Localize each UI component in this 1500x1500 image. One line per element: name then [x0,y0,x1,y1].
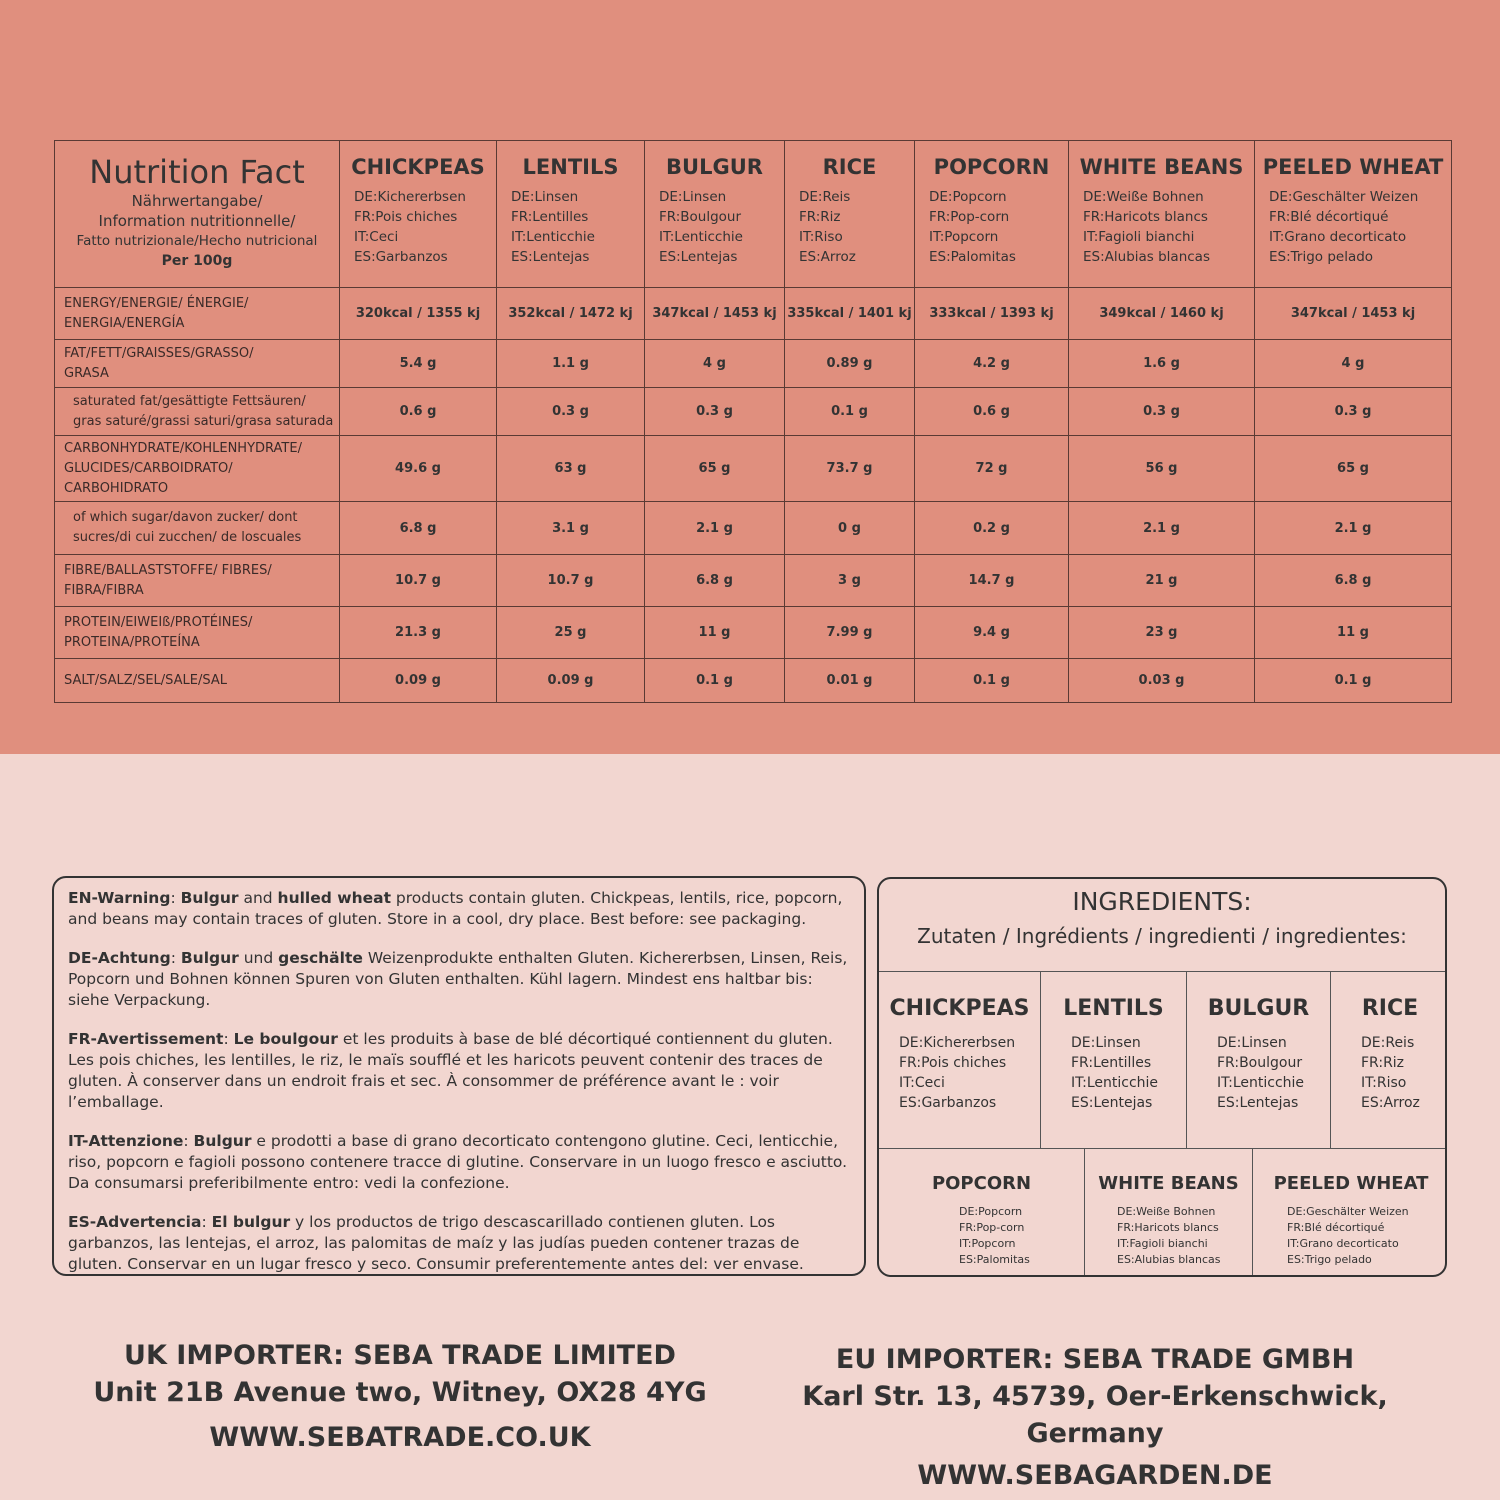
product-translation: DE:Reis [799,189,851,205]
product-translation: ES:Trigo pelado [1269,249,1374,265]
warning-text: Weizenprodukte enthalten Gluten. Kichererbsen, Linsen, Reis, Popcorn und Bohnen können Spuren von Gluten enthalten. Kühl lagern. Mindest ens haltbar bis: siehe Verpackung. [68,949,848,1009]
product-header [497,141,645,288]
nutrient-value: 0.1 g [785,388,915,436]
uk-importer-name: UK IMPORTER: SEBA TRADE LIMITED [124,1340,676,1371]
ingredient-translation: DE:Linsen [1217,1035,1287,1051]
table-header-row [55,141,1452,288]
nutrient-value: 0.1 g [915,659,1069,703]
ingredient-translation: FR:Boulgour [1217,1055,1303,1071]
nutrient-label: FAT/FETT/GRAISSES/GRASSO/ GRASA [55,340,340,388]
ingredient-cell [1187,972,1331,1148]
product-translation: FR:Pois chiches [354,209,458,225]
product-translation: FR:Blé décortiqué [1269,209,1389,225]
per-100g: Per 100g [161,253,233,269]
warning-bold-text: ES-Advertencia [68,1213,202,1231]
warning-box [52,876,866,1276]
ingredient-translation: FR:Haricots blancs [1117,1221,1219,1234]
nutrient-value: 49.6 g [340,436,497,502]
nutrition-table [54,140,1452,703]
nutrient-value: 0.3 g [497,388,645,436]
product-translation: ES:Lentejas [659,249,738,265]
nutrient-value: 11 g [645,607,785,659]
ingredient-translation: DE:Reis [1361,1035,1415,1051]
nutrient-value: 14.7 g [915,555,1069,607]
nutrient-value: 1.6 g [1069,340,1255,388]
ingredient-name: CHICKPEAS [889,996,1030,1021]
ingredient-name: POPCORN [931,1173,1032,1194]
ingredient-translation: IT:Riso [1361,1075,1407,1091]
warning-text: : [170,889,181,907]
ingredient-cell [1085,1149,1253,1277]
table-row [55,340,1452,388]
ingredient-translation: FR:Blé décortiqué [1287,1221,1385,1234]
warning-text: e prodotti a base di grano decorticato contengono glutine. Ceci, lenticchie, riso, popcorn e fagioli possono contenere tracce di glutine. Conservare in un luogo fresco e asciutto. Da consumarsi preferibilmente entro: vedi la confezione. [68,1132,848,1192]
warning-text: et les produits à base de blé décortiqué contiennent du gluten. Les pois chiches, les lentilles, le riz, le maïs soufflé et les haricots peuvent contenir des traces de gluten. À conserver dans un endroit frais et sec. À consommer de préférence avant le : voir l’emballage. [68,1030,833,1111]
nutrient-value: 1.1 g [497,340,645,388]
nutrition-title: Nutrition Fact [89,153,305,191]
ingredient-translation: ES:Trigo pelado [1287,1253,1372,1266]
ingredient-translations [879,1033,1040,1113]
product-header [340,141,497,288]
nutrient-value: 335kcal / 1401 kj [785,288,915,340]
product-translation: FR:Riz [799,209,841,225]
nutrition-subtitle: Fatto nutrizionale/Hecho nutricional [76,233,318,249]
nutrient-value: 0.2 g [915,502,1069,555]
nutrient-value: 352kcal / 1472 kj [497,288,645,340]
nutrient-label: CARBONHYDRATE/KOHLENHYDRATE/ GLUCIDES/CARBOIDRATO/ CARBOHIDRATO [55,436,340,502]
product-translation: ES:Garbanzos [354,249,448,265]
nutrition-subtitle: Nährwertangabe/ [131,192,263,210]
product-translation: DE:Popcorn [929,189,1007,205]
eu-importer-name: EU IMPORTER: SEBA TRADE GMBH [835,1344,1355,1375]
eu-importer [745,1341,1445,1494]
ingredient-translation: FR:Pop-corn [959,1221,1025,1234]
warning-text: : [183,1132,194,1150]
nutrient-value: 21.3 g [340,607,497,659]
warning-text: : [201,1213,212,1231]
nutrient-value: 0.3 g [1255,388,1452,436]
nutrient-value: 25 g [497,607,645,659]
product-header [1255,141,1452,288]
ingredient-cell [879,972,1041,1148]
ingredient-translation: ES:Palomitas [959,1253,1030,1266]
product-translation: ES:Alubias blancas [1083,249,1210,265]
warning-bold-text: EN-Warning [68,889,171,907]
ingredient-translations [1041,1033,1186,1113]
nutrient-value: 0.09 g [340,659,497,703]
nutrient-value: 2.1 g [1255,502,1452,555]
nutrient-value: 7.99 g [785,607,915,659]
ingredient-translation: ES:Arroz [1361,1095,1420,1111]
warning-paragraph [68,1131,850,1194]
nutrient-value: 0.3 g [645,388,785,436]
product-translation: FR:Boulgour [659,209,742,225]
warning-bold-text: DE-Achtung [68,949,171,967]
nutrient-value: 0.6 g [340,388,497,436]
ingredient-cell [1041,972,1187,1148]
ingredient-translations [1085,1204,1252,1268]
table-row [55,659,1452,703]
warning-paragraph [68,1029,850,1113]
nutrient-value: 0.3 g [1069,388,1255,436]
nutrient-value: 73.7 g [785,436,915,502]
product-name: CHICKPEAS [351,155,485,179]
nutrient-value: 11 g [1255,607,1452,659]
product-translation: IT:Lenticchie [659,229,743,245]
warning-text: : [170,949,181,967]
ingredient-name: WHITE BEANS [1098,1173,1239,1194]
ingredient-translation: IT:Lenticchie [1071,1075,1159,1091]
eu-importer-address: Karl Str. 13, 45739, Oer-Erkenschwick, Germany [802,1381,1388,1449]
nutrient-value: 0.1 g [1255,659,1452,703]
nutrient-value: 72 g [915,436,1069,502]
product-translation: IT:Ceci [354,229,399,245]
nutrient-value: 63 g [497,436,645,502]
nutrient-label: PROTEIN/EIWEIß/PROTÉINES/ PROTEINA/PROTEÍNA [55,607,340,659]
product-translation: DE:Weiße Bohnen [1083,189,1204,205]
product-header [1069,141,1255,288]
nutrient-value: 65 g [1255,436,1452,502]
product-translation: IT:Grano decorticato [1269,229,1407,245]
ingredient-cell [879,1149,1085,1277]
uk-importer [50,1337,750,1456]
nutrient-value: 2.1 g [1069,502,1255,555]
ingredient-translation: FR:Riz [1361,1055,1405,1071]
product-translation: DE:Kichererbsen [354,189,466,205]
ingredient-name: LENTILS [1063,996,1164,1021]
warning-text: products contain gluten. Chickpeas, lentils, rice, popcorn, and beans may contain traces of gluten. Store in a cool, dry place. Best before: see packaging. [68,889,843,928]
nutrient-value: 4.2 g [915,340,1069,388]
ingredient-translation: DE:Weiße Bohnen [1117,1205,1216,1218]
product-translation: DE:Linsen [659,189,727,205]
nutrient-value: 2.1 g [645,502,785,555]
product-translation: IT:Popcorn [929,229,999,245]
product-name: PEELED WHEAT [1262,155,1444,179]
nutrient-value: 4 g [645,340,785,388]
ingredient-translations [1187,1033,1330,1113]
nutrient-value: 9.4 g [915,607,1069,659]
nutrient-label: FIBRE/BALLASTSTOFFE/ FIBRES/ FIBRA/FIBRA [55,555,340,607]
ingredient-translation: IT:Grano decorticato [1287,1237,1399,1250]
table-row [55,607,1452,659]
product-header [915,141,1069,288]
nutrient-value: 4 g [1255,340,1452,388]
ingredient-translations [1331,1033,1447,1113]
nutrient-value: 21 g [1069,555,1255,607]
product-name: POPCORN [933,155,1050,179]
product-translation: FR:Pop-corn [929,209,1010,225]
table-row [55,502,1452,555]
warning-bold-text: El bulgur [211,1213,291,1231]
nutrient-value: 56 g [1069,436,1255,502]
nutrient-value: 3 g [785,555,915,607]
nutrient-value: 0.1 g [645,659,785,703]
nutrition-subtitle: Information nutritionnelle/ [98,212,296,230]
ingredient-translations [1253,1204,1447,1268]
nutrient-value: 0.6 g [915,388,1069,436]
warning-bold-text: hulled wheat [277,889,391,907]
ingredient-translation: ES:Alubias blancas [1117,1253,1221,1266]
ingredient-translation: IT:Popcorn [959,1237,1016,1250]
product-translation: DE:Geschälter Weizen [1269,189,1419,205]
ingredient-translation: ES:Lentejas [1071,1095,1153,1111]
ingredient-translation: IT:Fagioli bianchi [1117,1237,1208,1250]
nutrient-value: 6.8 g [645,555,785,607]
product-translation: DE:Linsen [511,189,579,205]
warning-paragraph [68,948,850,1011]
ingredient-translation: DE:Geschälter Weizen [1287,1205,1409,1218]
table-row [55,436,1452,502]
nutrient-label: SALT/SALZ/SEL/SALE/SAL [55,659,340,703]
product-name: WHITE BEANS [1079,155,1244,179]
nutrient-value: 0.01 g [785,659,915,703]
nutrient-value: 333kcal / 1393 kj [915,288,1069,340]
warning-bold-text: Bulgur [180,889,239,907]
ingredient-name: PEELED WHEAT [1273,1173,1429,1194]
nutrient-value: 347kcal / 1453 kj [645,288,785,340]
ingredients-box [877,877,1447,1277]
nutrient-value: 10.7 g [497,555,645,607]
product-header [645,141,785,288]
uk-importer-website: WWW.SEBATRADE.CO.UK [209,1422,591,1453]
ingredient-translation: FR:Pois chiches [899,1055,1007,1071]
nutrient-value: 65 g [645,436,785,502]
warning-text: and [238,889,278,907]
nutrient-value: 6.8 g [340,502,497,555]
ingredient-translation: DE:Popcorn [959,1205,1023,1218]
nutrient-value: 0.89 g [785,340,915,388]
warning-paragraph [68,888,850,930]
warning-text: und [238,949,279,967]
warning-bold-text: Bulgur [180,949,239,967]
nutrient-value: 23 g [1069,607,1255,659]
ingredient-translation: DE:Kichererbsen [899,1035,1016,1051]
ingredients-title: INGREDIENTS: [1072,887,1252,916]
warning-text: y los productos de trigo descascarillado contienen gluten. Los garbanzos, las lentejas, el arroz, las palomitas de maíz y las judías pueden contener trazas de gluten. Conservar en un lugar fresco y seco. Consumir preferentemente antes del: ver envase. [68,1213,804,1273]
product-translation: IT:Fagioli bianchi [1083,229,1195,245]
nutrient-value: 10.7 g [340,555,497,607]
product-name: LENTILS [522,155,619,179]
warning-bold-text: IT-Attenzione [68,1132,184,1150]
ingredient-translation: ES:Garbanzos [899,1095,997,1111]
nutrient-label: ENERGY/ENERGIE/ ÉNERGIE/ ENERGIA/ENERGÍA [55,288,340,340]
ingredient-translation: DE:Linsen [1071,1035,1141,1051]
product-translation: IT:Riso [799,229,843,245]
nutrient-value: 349kcal / 1460 kj [1069,288,1255,340]
warning-paragraph [68,1212,850,1275]
nutrient-label: saturated fat/gesättigte Fettsäuren/ gras saturé/grassi saturi/grasa saturada [55,388,340,436]
ingredient-translation: ES:Lentejas [1217,1095,1299,1111]
ingredients-subtitle: Zutaten / Ingrédients / ingredienti / ingredientes: [917,924,1407,948]
nutrient-value: 347kcal / 1453 kj [1255,288,1452,340]
eu-importer-website: WWW.SEBAGARDEN.DE [917,1460,1273,1491]
product-translation: ES:Palomitas [929,249,1016,265]
ingredient-cell [1253,1149,1447,1277]
warning-bold-text: FR-Avertissement [68,1030,224,1048]
ingredient-name: BULGUR [1207,996,1310,1021]
warning-bold-text: geschälte [278,949,363,967]
ingredient-translation: FR:Lentilles [1071,1055,1152,1071]
warning-bold-text: Bulgur [193,1132,252,1150]
table-row [55,388,1452,436]
uk-importer-address: Unit 21B Avenue two, Witney, OX28 4YG [93,1377,707,1408]
ingredient-translation: IT:Ceci [899,1075,945,1091]
nutrient-value: 0.09 g [497,659,645,703]
table-row [55,288,1452,340]
warning-text: : [223,1030,234,1048]
nutrient-value: 3.1 g [497,502,645,555]
nutrient-value: 6.8 g [1255,555,1452,607]
nutrient-label: of which sugar/davon zucker/ dont sucres/di cui zucchen/ de loscuales [55,502,340,555]
nutrition-title-cell [55,141,340,288]
product-translation: IT:Lenticchie [511,229,595,245]
nutrient-value: 5.4 g [340,340,497,388]
product-translation: ES:Lentejas [511,249,590,265]
ingredient-name: RICE [1361,996,1419,1021]
ingredient-cell [1331,972,1447,1148]
product-translation: ES:Arroz [799,249,856,265]
nutrient-value: 0 g [785,502,915,555]
nutrient-value: 320kcal / 1355 kj [340,288,497,340]
product-name: BULGUR [666,155,763,179]
product-translation: FR:Haricots blancs [1083,209,1208,225]
ingredient-translation: IT:Lenticchie [1217,1075,1305,1091]
product-header [785,141,915,288]
table-row [55,555,1452,607]
product-name: RICE [822,155,877,179]
nutrient-value: 0.03 g [1069,659,1255,703]
ingredient-translations [879,1204,1084,1268]
warning-bold-text: Le boulgour [233,1030,338,1048]
product-translation: FR:Lentilles [511,209,589,225]
